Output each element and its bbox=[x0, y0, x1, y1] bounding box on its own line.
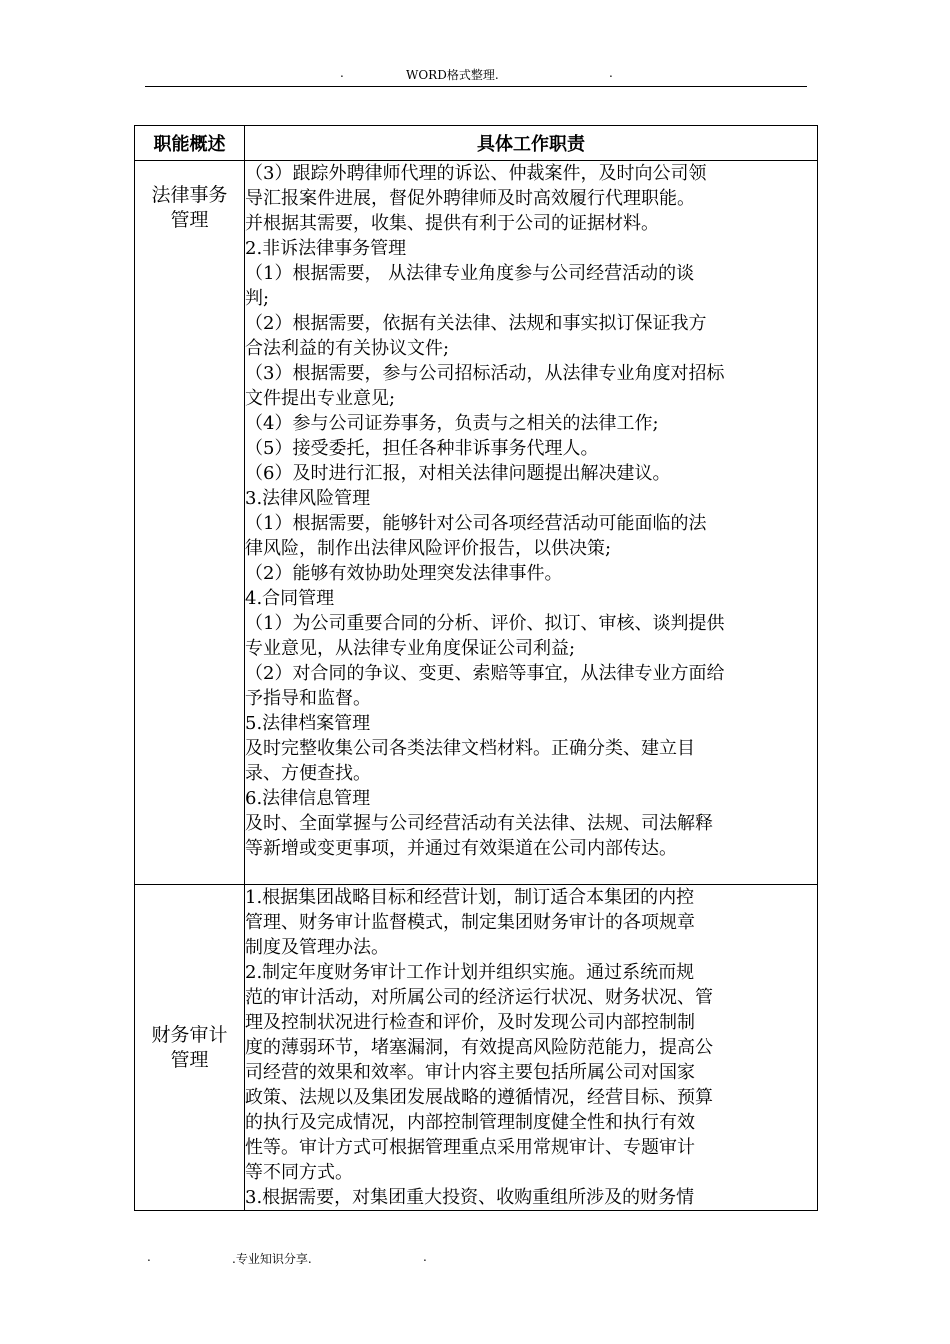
table-row bbox=[135, 885, 818, 1211]
duty-line: （2）能够有效协助处理突发法律事件。 bbox=[245, 563, 563, 584]
header-dot-right: . bbox=[609, 66, 613, 80]
duty-line: 1.根据集团战略目标和经营计划，制订适合本集团的内控 bbox=[245, 887, 695, 908]
duty-line: 专业意见，从法律专业角度保证公司利益; bbox=[245, 638, 576, 659]
duty-line: （6）及时进行汇报，对相关法律问题提出解决建议。 bbox=[245, 463, 671, 484]
table-header-row bbox=[135, 126, 818, 161]
duty-line: 6.法律信息管理 bbox=[245, 788, 371, 809]
duty-line: 等不同方式。 bbox=[245, 1162, 353, 1183]
duty-line: 及时完整收集公司各类法律文档材料。正确分类、建立目 bbox=[245, 738, 695, 759]
duty-line: （2）对合同的争议、变更、索赔等事宜，从法律专业方面给 bbox=[245, 663, 725, 684]
duty-line: 制度及管理办法。 bbox=[245, 937, 389, 958]
duties-cell-audit bbox=[245, 885, 818, 1211]
footer-dot-right: . bbox=[423, 1250, 427, 1264]
column-header-function: 职能概述 bbox=[135, 126, 245, 161]
duty-line: 理及控制状况进行检查和评价，及时发现公司内部控制制 bbox=[245, 1012, 695, 1033]
duty-line: （4）参与公司证券事务，负责与之相关的法律工作; bbox=[245, 413, 659, 434]
header-title: WORD格式整理. bbox=[406, 68, 499, 82]
duty-line: 2.非诉法律事务管理 bbox=[245, 238, 407, 259]
function-cell-audit bbox=[135, 885, 245, 1211]
duty-line: 律风险，制作出法律风险评价报告，以供决策; bbox=[245, 538, 612, 559]
duty-line: 合法利益的有关协议文件; bbox=[245, 338, 450, 359]
duty-line: 予指导和监督。 bbox=[245, 688, 371, 709]
duty-line: 判; bbox=[245, 288, 270, 309]
duty-line: 政策、法规以及集团发展战略的遵循情况，经营目标、预算 bbox=[245, 1087, 713, 1108]
footer-text: .专业知识分享. bbox=[232, 1252, 312, 1266]
table-row bbox=[135, 161, 818, 885]
page-footer bbox=[0, 1250, 950, 1270]
duty-line: 4.合同管理 bbox=[245, 588, 335, 609]
duty-line: 并根据其需要，收集、提供有利于公司的证据材料。 bbox=[245, 213, 659, 234]
duties-cell-legal bbox=[245, 161, 818, 885]
function-label-line: 财务审计 bbox=[151, 1023, 228, 1046]
duty-line: 导汇报案件进展，督促外聘律师及时高效履行代理职能。 bbox=[245, 188, 695, 209]
duty-line: 2.制定年度财务审计工作计划并组织实施。通过系统而规 bbox=[245, 962, 695, 983]
duties-table bbox=[134, 125, 818, 1211]
duty-line: （1）根据需要， 从法律专业角度参与公司经营活动的谈 bbox=[245, 263, 695, 284]
duty-line: （5）接受委托，担任各种非诉事务代理人。 bbox=[245, 438, 599, 459]
function-label-line: 管理 bbox=[170, 1048, 209, 1071]
duty-line: 管理、财务审计监督模式，制定集团财务审计的各项规章 bbox=[245, 912, 695, 933]
function-label-line: 管理 bbox=[170, 209, 209, 231]
duty-line: 度的薄弱环节，堵塞漏洞，有效提高风险防范能力，提高公 bbox=[245, 1037, 713, 1058]
duty-line: （1）根据需要，能够针对公司各项经营活动可能面临的法 bbox=[245, 513, 707, 534]
duty-line: 录、方便查找。 bbox=[245, 763, 371, 784]
footer-dot-left: . bbox=[147, 1250, 151, 1264]
function-cell-legal bbox=[135, 161, 245, 885]
duty-line: 司经营的效果和效率。审计内容主要包括所属公司对国家 bbox=[245, 1062, 695, 1083]
column-header-duties: 具体工作职责 bbox=[245, 126, 818, 161]
duty-line: 3.法律风险管理 bbox=[245, 488, 371, 509]
duty-line: 文件提出专业意见; bbox=[245, 388, 396, 409]
duty-line: （3）跟踪外聘律师代理的诉讼、仲裁案件，及时向公司领 bbox=[245, 163, 707, 184]
duty-line: 5.法律档案管理 bbox=[245, 713, 371, 734]
duty-line: 的执行及完成情况，内部控制管理制度健全性和执行有效 bbox=[245, 1112, 695, 1133]
page-header bbox=[145, 62, 807, 87]
duty-line: 3.根据需要，对集团重大投资、收购重组所涉及的财务情 bbox=[245, 1187, 695, 1208]
header-dot-left: . bbox=[340, 66, 344, 80]
duty-line: （1）为公司重要合同的分析、评价、拟订、审核、谈判提供 bbox=[245, 613, 725, 634]
duty-line: 等新增或变更事项，并通过有效渠道在公司内部传达。 bbox=[245, 838, 677, 859]
duty-line: 及时、全面掌握与公司经营活动有关法律、法规、司法解释 bbox=[245, 813, 713, 834]
duty-line: 性等。审计方式可根据管理重点采用常规审计、专题审计 bbox=[245, 1137, 695, 1158]
duty-line: （3）根据需要，参与公司招标活动，从法律专业角度对招标 bbox=[245, 363, 725, 384]
function-label-line: 法律事务 bbox=[151, 184, 228, 206]
duty-line: 范的审计活动，对所属公司的经济运行状况、财务状况、管 bbox=[245, 987, 713, 1008]
duty-line: （2）根据需要，依据有关法律、法规和事实拟订保证我方 bbox=[245, 313, 707, 334]
